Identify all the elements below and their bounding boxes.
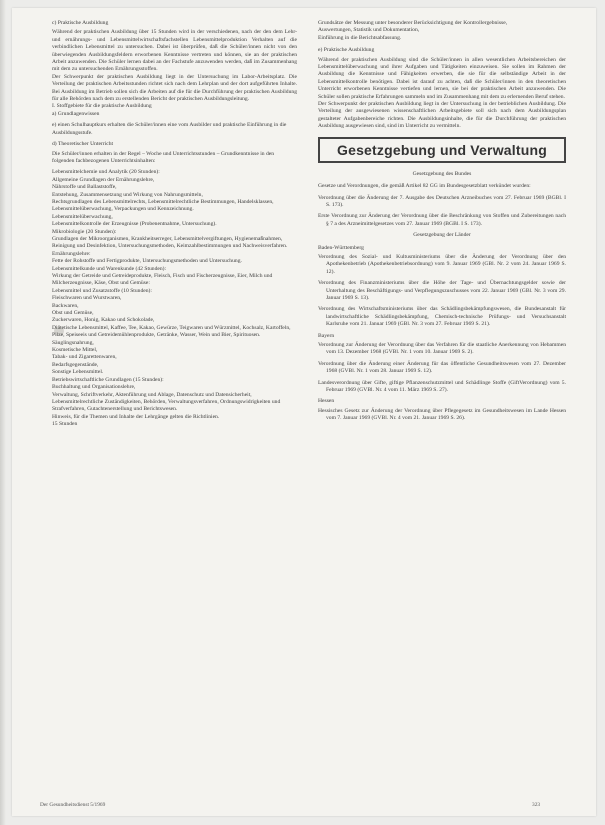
topic-item: Fette der Rohstoffe und Fertigprodukte, Untersuchungsmethoden und Untersuchung.	[52, 258, 242, 265]
topic-item: 15 Stunden	[52, 421, 78, 428]
state-name: Hessen	[318, 398, 335, 405]
paragraph: Während der praktischen Ausbildung sind die Schüler/innen in allen wesentlichen Arbeitsbereichen der Lebensmittelüberwachung und ihrer Aufgaben und Tätigkeiten einzuweisen. Sie sollen im Rahmen der Ausbildung die Kenntnisse und Fähigkeiten erwerben, die sie für die selbständige Arbeit in der Lebensmittelkontrolle benötigen. Dabei ist darauf zu achten, daß die Schüler/innen in den theoretischen Unterricht erworbenen Kenntnisse vertiefen und lernen, sie bei der praktischen Arbeit anzuwenden. Die Schüler sollen praktische Erfahrungen sammeln und im Zusammenhang mit dem zu erlernenden Beruf stehen.	[318, 56, 566, 100]
paragraph: Während der praktischen Ausbildung über 15 Stunden wird in der verschiedenen, nach der den dem Lehr- und ernährungs- und Lebensmittelwirtschaftsfachstellen Lebensmittelproduktion Verhalten auf die verbindlichen Lebensmittel zu untersuchen. Dabei ist überprüfen, daß die Schüler/innen nicht von den überwiegenden Ausbildungsfeldern erworbenen Kenntnisse vertreten und können, sie an der praktischen Arbeit anzuwenden. Die Schüler lernen dabei an der Fachstufe anzuwenden werden, daß im Zusammenhang mit dem zu untersuchenden Ernährungsstoffen.	[52, 29, 297, 73]
law-entry: Verordnung über die Änderung der 7. Ausgabe des Deutschen Arzneibuches vom 27. Februar 1969 (BGBl. I S. 173).	[318, 194, 566, 208]
topic-item: Tabak- und Zigarettenwaren,	[52, 354, 117, 361]
paragraph: I. Stoffgebiete für die praktische Ausbildung	[52, 103, 152, 110]
topic-item: Sonstige Lebensmittel.	[52, 369, 104, 376]
topic-item: Entstehung, Zusammensetzung und Wirkung von Nahrungsmitteln,	[52, 191, 203, 198]
topic-item: Backwaren,	[52, 302, 79, 309]
list-item: Einführung in die Berichtsabfassung.	[318, 34, 402, 41]
topic-item: Obst und Gemüse,	[52, 310, 94, 317]
topic-item: Fleischwaren und Wurstwaren,	[52, 295, 122, 302]
page-edge-shadow	[0, 0, 6, 825]
section-d-lead: Die Schüler/innen erhalten in der Regel – Woche und Unterrichtsstunden – Grundkenntnisse in den folgenden fachbezogenen Unterrichtsinhalten:	[52, 150, 275, 164]
topic-item: Betriebswirtschaftliche Grundlagen (15 Stunden):	[52, 376, 164, 383]
topic-list	[52, 169, 297, 428]
paragraph: Der Schwerpunkt der praktischen Ausbildung liegt in der Untersuchung im Labor-Arbeitsplatz. Die Verteilung der praktischen Arbeitsstunden richtet sich nach dem Lehrplan und der dort aufgeführten Inhalte. Bei Ausbildung im Betrieb sollen sich die Arbeiten auf die für die Durchführung der praktischen Ausbildung für alle Behörden nach dem zu erstellenden Bericht der praktischen Ausbildungsleitung.	[52, 73, 297, 103]
law-entry: Verordnung zur Änderung der Verordnung über das Verfahren für die staatliche Anerkennung von Hebammen vom 13. Dezember 1968 (GVBl. Nr. 1 vom 10. Januar 1969 S. 2).	[318, 342, 566, 356]
section-e-title: e) Praktische Ausbildung	[318, 47, 375, 54]
note-paragraph: e) einen Schulhauptkurs erhalten die Schüler/innen eine vom Ausbilder und praktische Einführung in die Ausbildungsstufe.	[52, 122, 287, 136]
section-e-body	[318, 57, 566, 131]
topic-item: Lebensmittelkontrolle der Erzeugnisse (Probenentnahme, Untersuchung).	[52, 221, 217, 228]
law-entry: Verordnung des Sozial- und Kultusministeriums über die Änderung der Verordnung über den Apothekenbetrieb (Apothekenbetriebsordnung) vom 9. Januar 1969 (GBl. Nr. 2 vom 24. Januar 1969 S. 12).	[318, 253, 566, 275]
law-entry: Verordnung des Wirtschaftsministeriums über das Schädlingsbekämpfungswesen, die Bundesanstalt für landwirtschaftliche Schädlingsbekämpfung, Chemisch-technische Prüfungs- und Versuchsanstalt Karlsruhe vom 21. Januar 1969 (GBl. Nr. 3 vom 27. Februar 1969 S. 21).	[318, 306, 566, 328]
topic-item: Kosmetische Mittel,	[52, 347, 98, 354]
topic-item: Lebensmittel und Zusatzstoffe (10 Stunden):	[52, 287, 152, 294]
topic-item: Lebensmittelrechtliche Zuständigkeiten, Behörden, Verwaltungsverfahren, Ordnungswidrigkeiten und Strafverfahren, Gutachtenerstellung und Berichtswesen.	[52, 398, 281, 413]
law-entry: Gesetze und Verordnungen, die gemäß Artikel 82 GG im Bundesgesetzblatt verkündet wurden:	[318, 183, 531, 190]
section-banner: Gesetzgebung und Verwaltung	[318, 137, 566, 163]
footer-journal: Der Gesundheitsdienst 5/1969	[40, 802, 106, 808]
topic-item: Buchhaltung und Organisationslehre,	[52, 384, 136, 391]
law-entry: Verordnung über die Änderung einer Änderung für das öffentliche Gesundheitswesen vom 27. Dezember 1968 (GVBl. Nr. 1 vom 28. Januar 1969 S. 12).	[318, 360, 566, 375]
document-page	[12, 8, 596, 816]
topic-item: Allgemeine Grundlagen der Ernährungslehre,	[52, 176, 155, 183]
state-name: Baden-Württemberg	[318, 244, 364, 251]
topic-item: Mikrobiologie (20 Stunden):	[52, 228, 117, 235]
topic-item: Säuglingsnahrung,	[52, 339, 94, 346]
section-c-title: c) Praktische Ausbildung	[52, 20, 109, 26]
list-item: Auswertungen, Statistik und Dokumentation,	[318, 27, 420, 34]
topic-item: Ernährungslehre:	[52, 250, 91, 257]
page-number: 323	[532, 802, 541, 808]
topic-item: Bedarfsgegenstände,	[52, 361, 99, 368]
topic-item: Lebensmittelüberwachung,	[52, 213, 113, 220]
topic-item: Rechtsgrundlagen des Lebensmittelrechts, Lebensmittelrechtliche Bestimmungen, Handelsklassen, Lebensmittelüberwachung, Verpackungen und Kennzeichnung.	[52, 198, 274, 213]
topic-item: Diätetische Lebensmittel, Kaffee, Tee, Kakao, Gewürze, Teigwaren und Würzmittel, Kochsalz, Kartoffeln, Pilze, Speiseeis und Getreidemühlenprodukte, Getränke, Wasser, Wein und Bier, Spirituosen.	[52, 324, 291, 339]
topic-item: Lebensmittelkunde und Warenkunde (42 Stunden):	[52, 265, 167, 272]
topic-item: Wirkung der Getreide und Getreideprodukte, Fleisch, Fisch und Fischerzeugnisse, Eier, Milch und Milcherzeugnisse, Käse, Obst und Gemüse:	[52, 273, 273, 287]
paragraph: Der Schwerpunkt der praktischen Ausbildung liegt in der Untersuchung in der betrieblichen Ausbildung. Die Verteilung der ausgewiesenen wissenschaftlichen Arbeitsgebiete soll sich nach dem Ausbildungsplan gestalteter Aufgabenbereiche richten. Die Ausbildungsinhalte, die für die Durchführung der praktischen Ausbildung ausgewiesen sind, sind im Unterricht zu vermitteln.	[318, 101, 566, 130]
topic-item: Hinweis, für die Themen und Inhalte der Lehrgänge gelten die Richtlinien.	[52, 413, 220, 420]
law-entry: Erste Verordnung zur Änderung der Verordnung über die Beschränkung von Stoffen und Zubereitungen nach § 7 a des Arzneimittelgesetzes vom 27. Januar 1969 (BGBl. I S. 173).	[318, 213, 566, 227]
ink-stain	[54, 326, 64, 336]
left-column	[52, 20, 297, 429]
topic-item: Grundlagen der Mikroorganismen, Krankheitserreger, Lebensmittelvergiftungen, Hygienemaßnahmen, Reinigung und Desinfektion, Untersuchungsmethoden, Keimzahlbestimmungen und Nachweisverfahren.	[52, 235, 288, 250]
section-d-title: d) Theoretischer Unterricht	[52, 141, 114, 148]
paragraph: a) Grundlagenwissen	[52, 110, 100, 117]
topic-item: Verwaltung, Schriftverkehr, Aktenführung und Ablage, Datenschutz und Datensicherheit,	[52, 391, 252, 398]
state-name: Bayern	[318, 332, 335, 339]
federal-heading: Gesetzgebung des Bundes	[412, 170, 472, 177]
section-c-body	[52, 29, 297, 118]
states-heading: Gesetzgebung der Länder	[413, 232, 471, 239]
law-entry: Hessisches Gesetz zur Änderung der Verordnung über Pflegegesetz im Gesundheitswesen im Lande Hessen vom 7. Januar 1969 (GVBl. Nr. 4 vom 21. Januar 1969 S. 26).	[318, 407, 566, 422]
topic-item: Zuckerwaren, Honig, Kakao und Schokolade,	[52, 317, 155, 324]
list-item: Grundsätze der Messung unter besonderer Berücksichtigung der Kontrollergebnisse,	[318, 20, 508, 26]
right-column	[318, 20, 566, 427]
topic-item: Lebensmittelchemie und Analytik (20 Stunden):	[52, 169, 160, 176]
topic-item: Nährstoffe und Ballaststoffe,	[52, 184, 117, 191]
law-entry: Verordnung des Finanzministeriums über die Höhe der Tage- und Übernachtungsgelder sowie der Unterhaltung des Beschäftigungs- und Verpflegungszuschusses vom 22. Januar 1969 (GBl. Nr. 3 vom 29. Januar 1969 S. 13).	[318, 280, 566, 301]
law-entry: Landesverordnung über Gifte, giftige Pflanzenschutzmittel und Schädlinge Stoffe (GiftVerordnung) vom 5. Februar 1969 (GVBl. Nr. 4 vom 11. März 1969 S. 27).	[318, 379, 566, 394]
